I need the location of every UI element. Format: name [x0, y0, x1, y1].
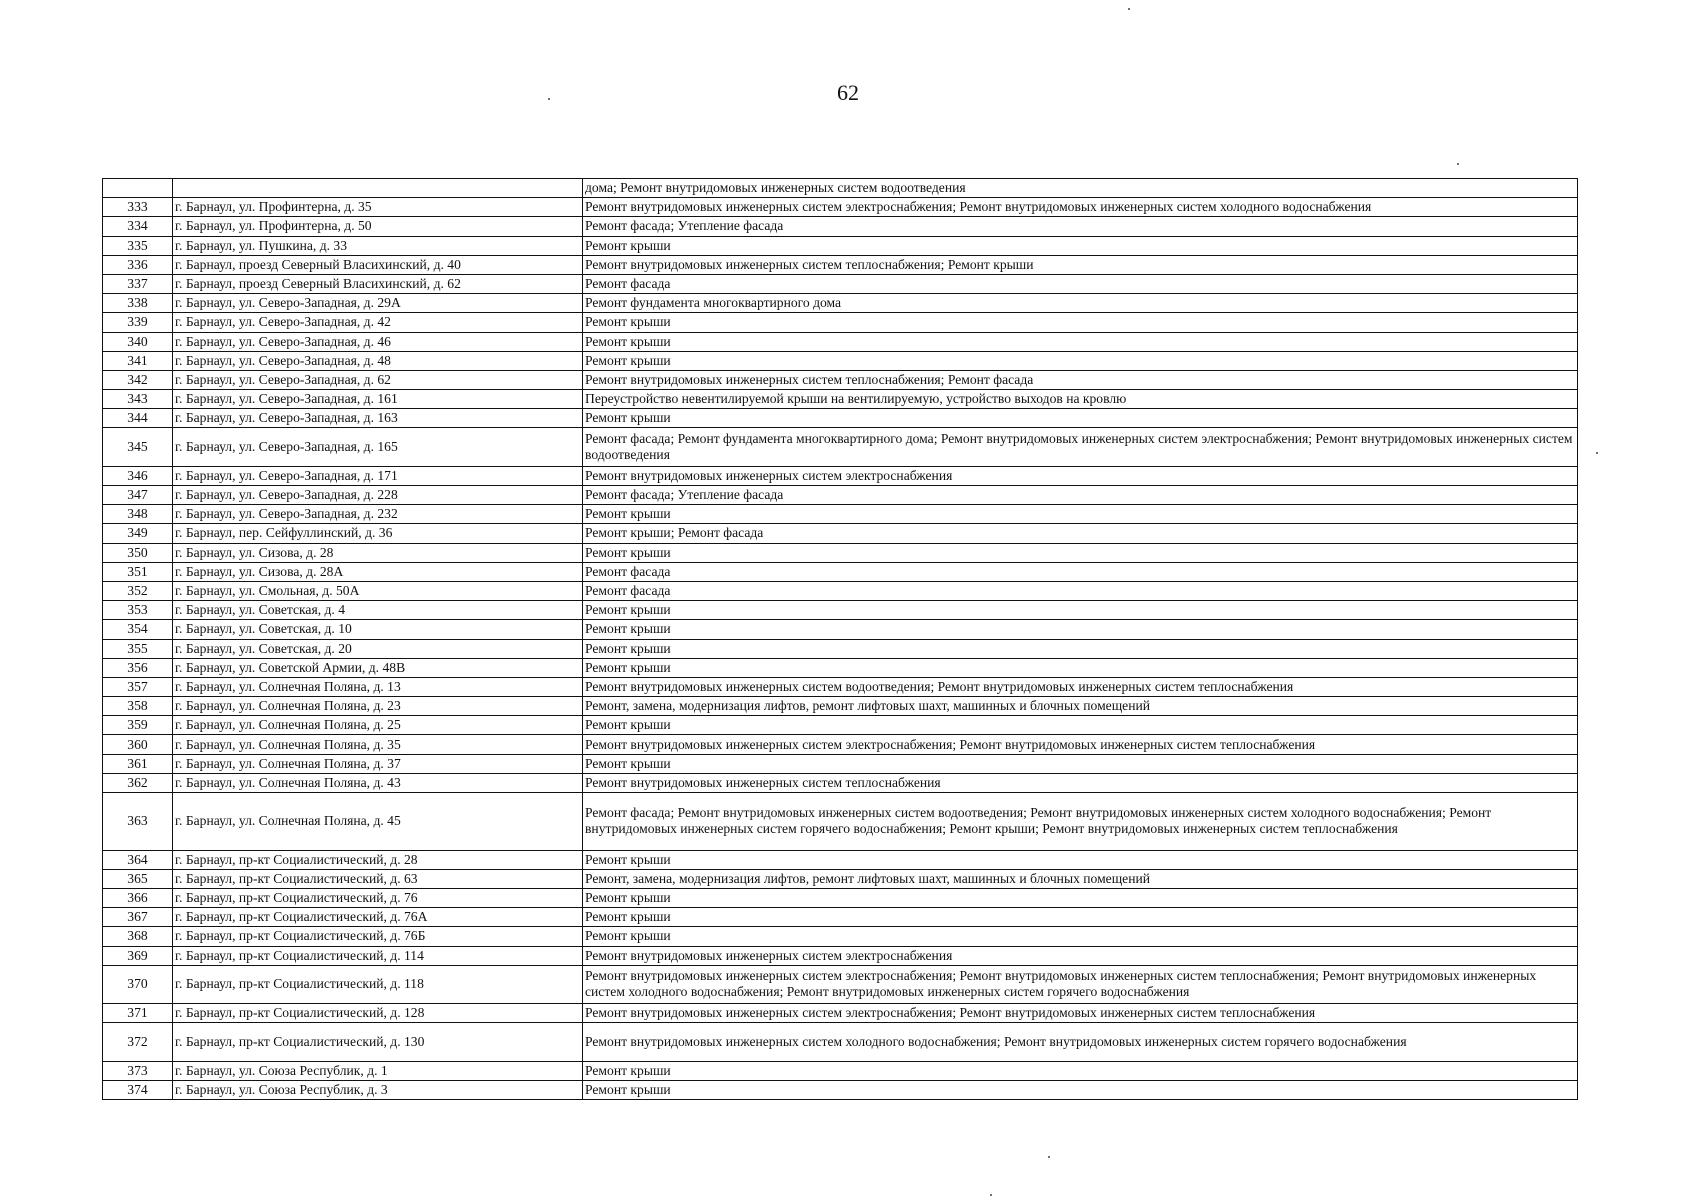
row-address: г. Барнаул, проезд Северный Власихинский, д. 62 — [173, 274, 583, 293]
row-work-type: Ремонт фасада; Ремонт фундамента многоквартирного дома; Ремонт внутридомовых инженерных систем электроснабжения; Ремонт внутридомовых инженерных систем водоотведения — [583, 428, 1578, 466]
row-number: 351 — [103, 562, 173, 581]
row-number: 348 — [103, 505, 173, 524]
row-number: 363 — [103, 793, 173, 851]
row-work-type: Ремонт внутридомовых инженерных систем водоотведения; Ремонт внутридомовых инженерных систем теплоснабжения — [583, 677, 1578, 696]
row-work-type: Ремонт фасада; Утепление фасада — [583, 217, 1578, 236]
row-work-type: Ремонт внутридомовых инженерных систем электроснабжения; Ремонт внутридомовых инженерных систем теплоснабжения — [583, 1004, 1578, 1023]
table-row — [103, 620, 1578, 639]
row-address: г. Барнаул, ул. Северо-Западная, д. 161 — [173, 390, 583, 409]
row-address: г. Барнаул, ул. Союза Республик, д. 1 — [173, 1061, 583, 1080]
row-number: 345 — [103, 428, 173, 466]
row-address: г. Барнаул, ул. Смольная, д. 50А — [173, 581, 583, 600]
table-row — [103, 735, 1578, 754]
table-row — [103, 428, 1578, 466]
table-row — [103, 524, 1578, 543]
scan-speck — [1048, 1156, 1050, 1158]
row-number: 347 — [103, 486, 173, 505]
row-address: г. Барнаул, ул. Северо-Западная, д. 165 — [173, 428, 583, 466]
scan-speck — [548, 98, 550, 100]
row-address: г. Барнаул, ул. Сизова, д. 28 — [173, 543, 583, 562]
row-address: г. Барнаул, пр-кт Социалистический, д. 76Б — [173, 927, 583, 946]
table-row — [103, 543, 1578, 562]
table-row — [103, 294, 1578, 313]
table-row — [103, 351, 1578, 370]
row-number: 341 — [103, 351, 173, 370]
table-row — [103, 716, 1578, 735]
row-work-type: Ремонт фасада; Утепление фасада — [583, 486, 1578, 505]
table-row — [103, 1004, 1578, 1023]
row-number: 366 — [103, 888, 173, 907]
table-row — [103, 754, 1578, 773]
row-work-type: Ремонт фасада — [583, 581, 1578, 600]
row-number: 338 — [103, 294, 173, 313]
table-row — [103, 274, 1578, 293]
row-address: г. Барнаул, ул. Советская, д. 20 — [173, 639, 583, 658]
row-number: 359 — [103, 716, 173, 735]
row-work-type: Ремонт крыши — [583, 1061, 1578, 1080]
row-number: 365 — [103, 869, 173, 888]
table-row — [103, 486, 1578, 505]
table-row — [103, 658, 1578, 677]
row-number: 333 — [103, 198, 173, 217]
table-row — [103, 601, 1578, 620]
row-address: г. Барнаул, пр-кт Социалистический, д. 63 — [173, 869, 583, 888]
scan-speck — [1457, 163, 1459, 165]
row-number: 339 — [103, 313, 173, 332]
table-row — [103, 697, 1578, 716]
row-address: г. Барнаул, ул. Солнечная Поляна, д. 25 — [173, 716, 583, 735]
row-address: г. Барнаул, пр-кт Социалистический, д. 114 — [173, 946, 583, 965]
row-number: 353 — [103, 601, 173, 620]
row-address: г. Барнаул, ул. Союза Республик, д. 3 — [173, 1080, 583, 1099]
row-address: г. Барнаул, ул. Профинтерна, д. 50 — [173, 217, 583, 236]
table-row — [103, 639, 1578, 658]
row-work-type: Ремонт, замена, модернизация лифтов, ремонт лифтовых шахт, машинных и блочных помещений — [583, 869, 1578, 888]
table-row — [103, 888, 1578, 907]
row-address: г. Барнаул, ул. Солнечная Поляна, д. 23 — [173, 697, 583, 716]
row-number: 361 — [103, 754, 173, 773]
row-address: г. Барнаул, ул. Северо-Западная, д. 29А — [173, 294, 583, 313]
row-work-type: Ремонт крыши — [583, 850, 1578, 869]
table-row — [103, 217, 1578, 236]
table-row — [103, 466, 1578, 485]
page-number: 62 — [837, 80, 859, 105]
row-work-type: Ремонт крыши — [583, 658, 1578, 677]
table-row — [103, 562, 1578, 581]
table-row — [103, 965, 1578, 1003]
row-address: г. Барнаул, ул. Советская, д. 4 — [173, 601, 583, 620]
row-number: 352 — [103, 581, 173, 600]
row-number: 344 — [103, 409, 173, 428]
row-work-type: Ремонт крыши — [583, 908, 1578, 927]
table-row — [103, 946, 1578, 965]
row-work-type: Ремонт крыши — [583, 639, 1578, 658]
row-work-type: Ремонт крыши — [583, 1080, 1578, 1099]
scan-speck — [990, 1194, 992, 1196]
table-row — [103, 869, 1578, 888]
row-number: 349 — [103, 524, 173, 543]
row-work-type: Ремонт крыши — [583, 543, 1578, 562]
row-number: 342 — [103, 370, 173, 389]
table-row — [103, 370, 1578, 389]
registry-body — [103, 179, 1578, 1100]
table-row — [103, 332, 1578, 351]
row-work-type: Ремонт крыши — [583, 754, 1578, 773]
row-work-type: Ремонт крыши; Ремонт фасада — [583, 524, 1578, 543]
row-address: г. Барнаул, пер. Сейфуллинский, д. 36 — [173, 524, 583, 543]
row-work-type: Ремонт крыши — [583, 505, 1578, 524]
row-work-type: Ремонт крыши — [583, 332, 1578, 351]
row-work-type: Ремонт внутридомовых инженерных систем холодного водоснабжения; Ремонт внутридомовых инженерных систем горячего водоснабжения — [583, 1023, 1578, 1061]
row-address: г. Барнаул, ул. Солнечная Поляна, д. 43 — [173, 773, 583, 792]
table-row — [103, 793, 1578, 851]
row-number: 336 — [103, 255, 173, 274]
row-work-type: Ремонт внутридомовых инженерных систем электроснабжения; Ремонт внутридомовых инженерных систем теплоснабжения — [583, 735, 1578, 754]
row-address: г. Барнаул, ул. Советская, д. 10 — [173, 620, 583, 639]
scan-speck — [1128, 8, 1130, 10]
row-address: г. Барнаул, ул. Северо-Западная, д. 232 — [173, 505, 583, 524]
table-row — [103, 1080, 1578, 1099]
row-address: г. Барнаул, ул. Солнечная Поляна, д. 45 — [173, 793, 583, 851]
row-work-type: Ремонт внутридомовых инженерных систем электроснабжения; Ремонт внутридомовых инженерных систем холодного водоснабжения — [583, 198, 1578, 217]
row-address — [173, 179, 583, 198]
row-address: г. Барнаул, ул. Северо-Западная, д. 48 — [173, 351, 583, 370]
table-row — [103, 927, 1578, 946]
row-number: 369 — [103, 946, 173, 965]
row-work-type: дома; Ремонт внутридомовых инженерных систем водоотведения — [583, 179, 1578, 198]
row-work-type: Ремонт внутридомовых инженерных систем теплоснабжения; Ремонт фасада — [583, 370, 1578, 389]
table-row — [103, 236, 1578, 255]
repair-registry-table — [102, 178, 1578, 1100]
row-number: 346 — [103, 466, 173, 485]
row-number: 362 — [103, 773, 173, 792]
table-row — [103, 1061, 1578, 1080]
row-address: г. Барнаул, пр-кт Социалистический, д. 76 — [173, 888, 583, 907]
row-number: 373 — [103, 1061, 173, 1080]
row-work-type: Ремонт крыши — [583, 313, 1578, 332]
row-work-type: Ремонт внутридомовых инженерных систем электроснабжения — [583, 466, 1578, 485]
row-work-type: Ремонт внутридомовых инженерных систем электроснабжения — [583, 946, 1578, 965]
row-address: г. Барнаул, ул. Пушкина, д. 33 — [173, 236, 583, 255]
row-work-type: Ремонт фасада; Ремонт внутридомовых инженерных систем водоотведения; Ремонт внутридомовых инженерных систем холодного водоснабжения; Ремонт внутридомовых инженерных систем горячего водоснабжения; Ремонт крыши; Ремонт внутридомовых инженерных систем теплоснабжения — [583, 793, 1578, 851]
row-number: 334 — [103, 217, 173, 236]
row-work-type: Ремонт крыши — [583, 716, 1578, 735]
table-row — [103, 505, 1578, 524]
row-number: 364 — [103, 850, 173, 869]
row-number: 367 — [103, 908, 173, 927]
table-row — [103, 908, 1578, 927]
row-number: 337 — [103, 274, 173, 293]
row-work-type: Ремонт внутридомовых инженерных систем теплоснабжения — [583, 773, 1578, 792]
row-address: г. Барнаул, пр-кт Социалистический, д. 76А — [173, 908, 583, 927]
row-address: г. Барнаул, ул. Солнечная Поляна, д. 13 — [173, 677, 583, 696]
row-work-type: Ремонт, замена, модернизация лифтов, ремонт лифтовых шахт, машинных и блочных помещений — [583, 697, 1578, 716]
row-address: г. Барнаул, проезд Северный Власихинский, д. 40 — [173, 255, 583, 274]
table-row — [103, 179, 1578, 198]
table-row — [103, 255, 1578, 274]
row-address: г. Барнаул, пр-кт Социалистический, д. 28 — [173, 850, 583, 869]
row-address: г. Барнаул, ул. Профинтерна, д. 35 — [173, 198, 583, 217]
row-number: 372 — [103, 1023, 173, 1061]
row-work-type: Ремонт фасада — [583, 562, 1578, 581]
table-row — [103, 773, 1578, 792]
row-address: г. Барнаул, ул. Сизова, д. 28А — [173, 562, 583, 581]
row-work-type: Ремонт фасада — [583, 274, 1578, 293]
row-work-type: Ремонт фундамента многоквартирного дома — [583, 294, 1578, 313]
row-address: г. Барнаул, ул. Солнечная Поляна, д. 37 — [173, 754, 583, 773]
row-address: г. Барнаул, ул. Северо-Западная, д. 228 — [173, 486, 583, 505]
row-number: 340 — [103, 332, 173, 351]
row-number — [103, 179, 173, 198]
row-address: г. Барнаул, пр-кт Социалистический, д. 118 — [173, 965, 583, 1003]
row-number: 360 — [103, 735, 173, 754]
row-address: г. Барнаул, ул. Советской Армии, д. 48В — [173, 658, 583, 677]
row-address: г. Барнаул, ул. Северо-Западная, д. 42 — [173, 313, 583, 332]
row-number: 370 — [103, 965, 173, 1003]
table-row — [103, 198, 1578, 217]
row-work-type: Ремонт крыши — [583, 351, 1578, 370]
row-number: 343 — [103, 390, 173, 409]
table-row — [103, 850, 1578, 869]
row-number: 335 — [103, 236, 173, 255]
row-number: 368 — [103, 927, 173, 946]
row-number: 357 — [103, 677, 173, 696]
table-row — [103, 409, 1578, 428]
table-row — [103, 390, 1578, 409]
row-address: г. Барнаул, ул. Северо-Западная, д. 163 — [173, 409, 583, 428]
table-row — [103, 313, 1578, 332]
row-work-type: Ремонт крыши — [583, 620, 1578, 639]
row-number: 371 — [103, 1004, 173, 1023]
scan-speck — [1596, 452, 1598, 454]
row-work-type: Ремонт крыши — [583, 601, 1578, 620]
row-work-type: Ремонт крыши — [583, 409, 1578, 428]
row-number: 350 — [103, 543, 173, 562]
row-work-type: Ремонт крыши — [583, 888, 1578, 907]
row-number: 358 — [103, 697, 173, 716]
row-work-type: Переустройство невентилируемой крыши на вентилируемую, устройство выходов на кровлю — [583, 390, 1578, 409]
row-address: г. Барнаул, ул. Солнечная Поляна, д. 35 — [173, 735, 583, 754]
row-number: 354 — [103, 620, 173, 639]
row-address: г. Барнаул, пр-кт Социалистический, д. 128 — [173, 1004, 583, 1023]
row-number: 356 — [103, 658, 173, 677]
row-address: г. Барнаул, ул. Северо-Западная, д. 46 — [173, 332, 583, 351]
row-work-type: Ремонт внутридомовых инженерных систем теплоснабжения; Ремонт крыши — [583, 255, 1578, 274]
table-row — [103, 1023, 1578, 1061]
row-number: 355 — [103, 639, 173, 658]
row-address: г. Барнаул, ул. Северо-Западная, д. 171 — [173, 466, 583, 485]
row-work-type: Ремонт крыши — [583, 927, 1578, 946]
row-address: г. Барнаул, ул. Северо-Западная, д. 62 — [173, 370, 583, 389]
row-work-type: Ремонт внутридомовых инженерных систем электроснабжения; Ремонт внутридомовых инженерных систем теплоснабжения; Ремонт внутридомовых инженерных систем холодного водоснабжения; Ремонт внутридомовых инженерных систем горячего водоснабжения — [583, 965, 1578, 1003]
table-row — [103, 581, 1578, 600]
row-address: г. Барнаул, пр-кт Социалистический, д. 130 — [173, 1023, 583, 1061]
row-number: 374 — [103, 1080, 173, 1099]
row-work-type: Ремонт крыши — [583, 236, 1578, 255]
table-row — [103, 677, 1578, 696]
